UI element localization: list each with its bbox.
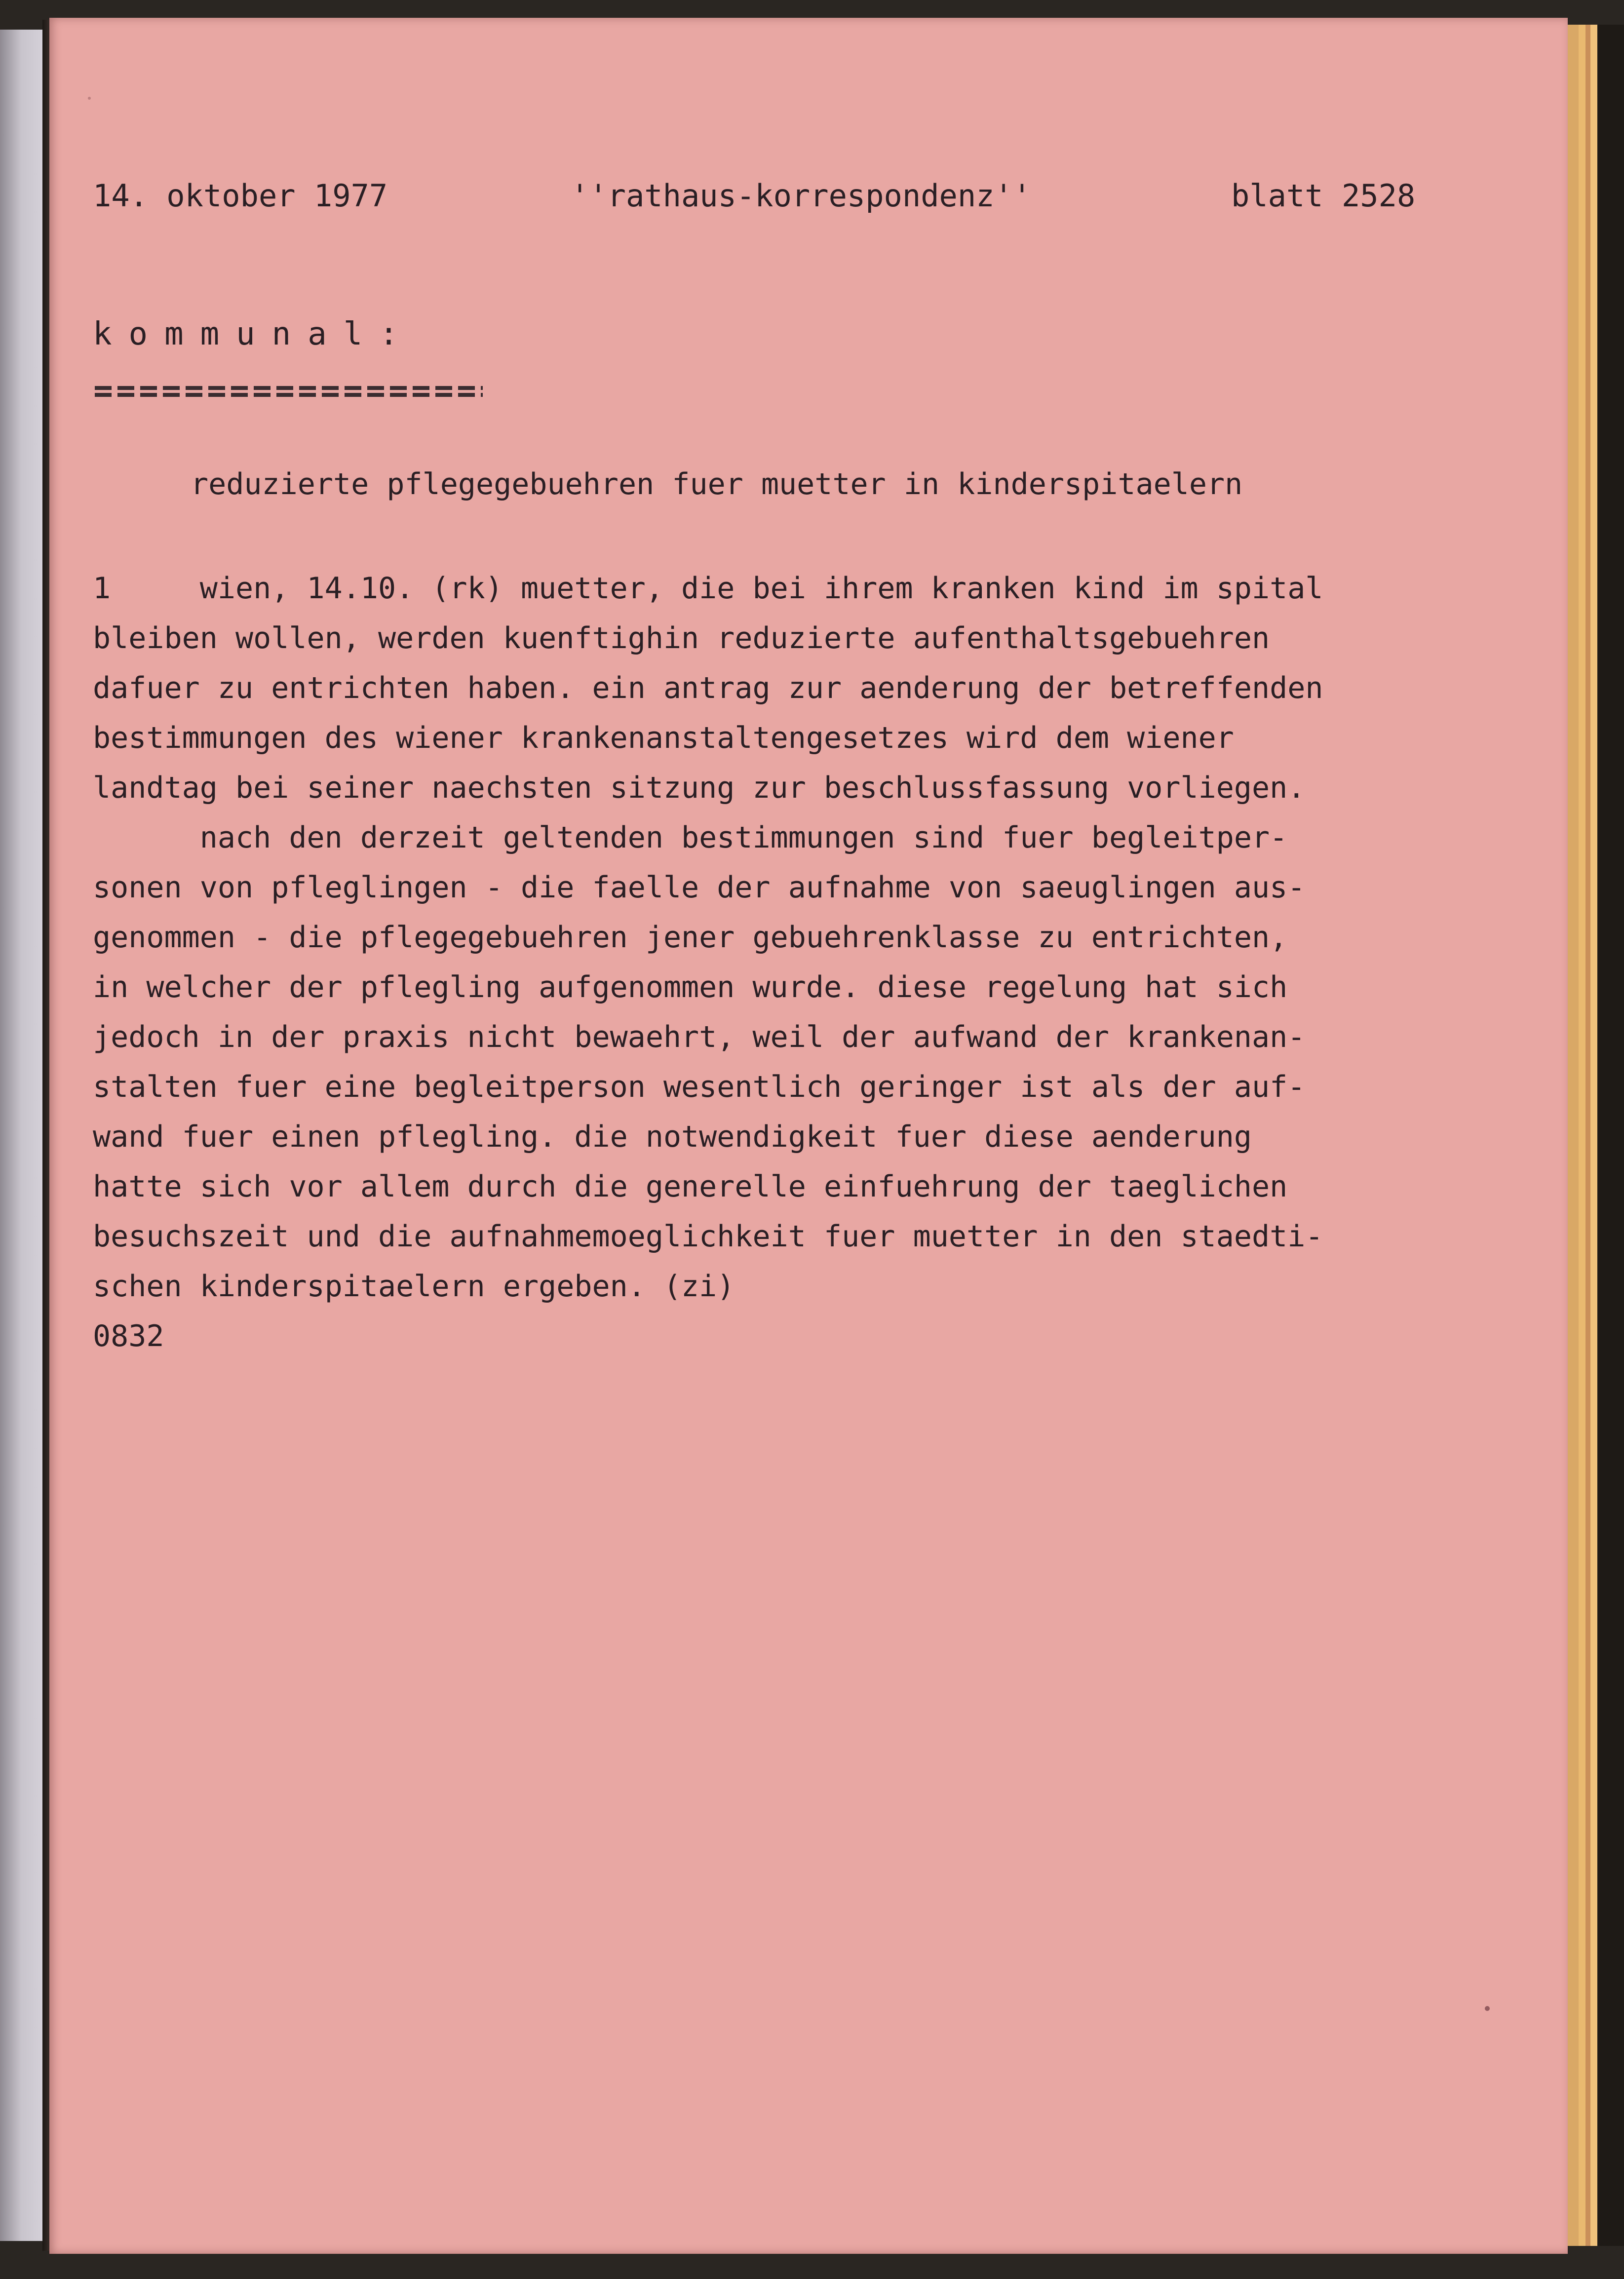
page-edge-strip [1590, 25, 1597, 2246]
article-line: bleiben wollen, werden kuenftighin reduzierte aufenthaltsgebuehren [93, 621, 1270, 656]
header-date: 14. oktober 1977 [93, 178, 388, 214]
article-line: hatte sich vor allem durch die generelle einfuehrung der taeglichen [93, 1169, 1288, 1204]
article-line: landtag bei seiner naechsten sitzung zur beschlussfassung vorliegen. [93, 771, 1306, 805]
facing-page-edge [0, 30, 42, 2241]
article-line: stalten fuer eine begleitperson wesentlich geringer ist als der auf- [93, 1070, 1306, 1104]
section-underline [95, 386, 483, 398]
article-line: schen kinderspitaelern ergeben. (zi) [93, 1269, 735, 1304]
article-line: wand fuer einen pflegling. die notwendigkeit fuer diese aenderung [93, 1120, 1252, 1154]
page-edge-strip [1597, 25, 1624, 2246]
section-label: kommunal: [93, 316, 415, 352]
article-line: besuchszeit und die aufnahmemoeglichkeit fuer muetter in den staedti- [93, 1219, 1323, 1254]
article-code: 0832 [93, 1319, 164, 1353]
article-line: sonen von pfleglingen - die faelle der aufnahme von saeuglingen aus- [93, 870, 1306, 905]
article-body [93, 564, 1549, 1361]
article-line: nach den derzeit geltenden bestimmungen sind fuer begleitper- [93, 820, 1288, 855]
page-edge-strip [1585, 25, 1590, 2246]
paper-spot [88, 97, 91, 100]
article-headline: reduzierte pflegegebuehren fuer muetter in kinderspitaelern [191, 467, 1243, 502]
article-line: 1 wien, 14.10. (rk) muetter, die bei ihrem kranken kind im spital [93, 571, 1323, 606]
page-edge-strip [1568, 25, 1579, 2246]
page-edge-strip [1579, 25, 1585, 2246]
paper-spot [1485, 2006, 1490, 2011]
article-line: in welcher der pflegling aufgenommen wurde. diese regelung hat sich [93, 970, 1288, 1004]
article-line: bestimmungen des wiener krankenanstaltengesetzes wird dem wiener [93, 721, 1234, 755]
header-sheet-number: blatt 2528 [1231, 178, 1416, 214]
header-publication: ''rathaus-korrespondenz'' [571, 178, 1032, 214]
article-line: jedoch in der praxis nicht bewaehrt, weil der aufwand der krankenan- [93, 1020, 1306, 1054]
article-line: genommen - die pflegegebuehren jener gebuehrenklasse zu entrichten, [93, 920, 1288, 955]
article-line: dafuer zu entrichten haben. ein antrag zur aenderung der betreffenden [93, 671, 1323, 705]
